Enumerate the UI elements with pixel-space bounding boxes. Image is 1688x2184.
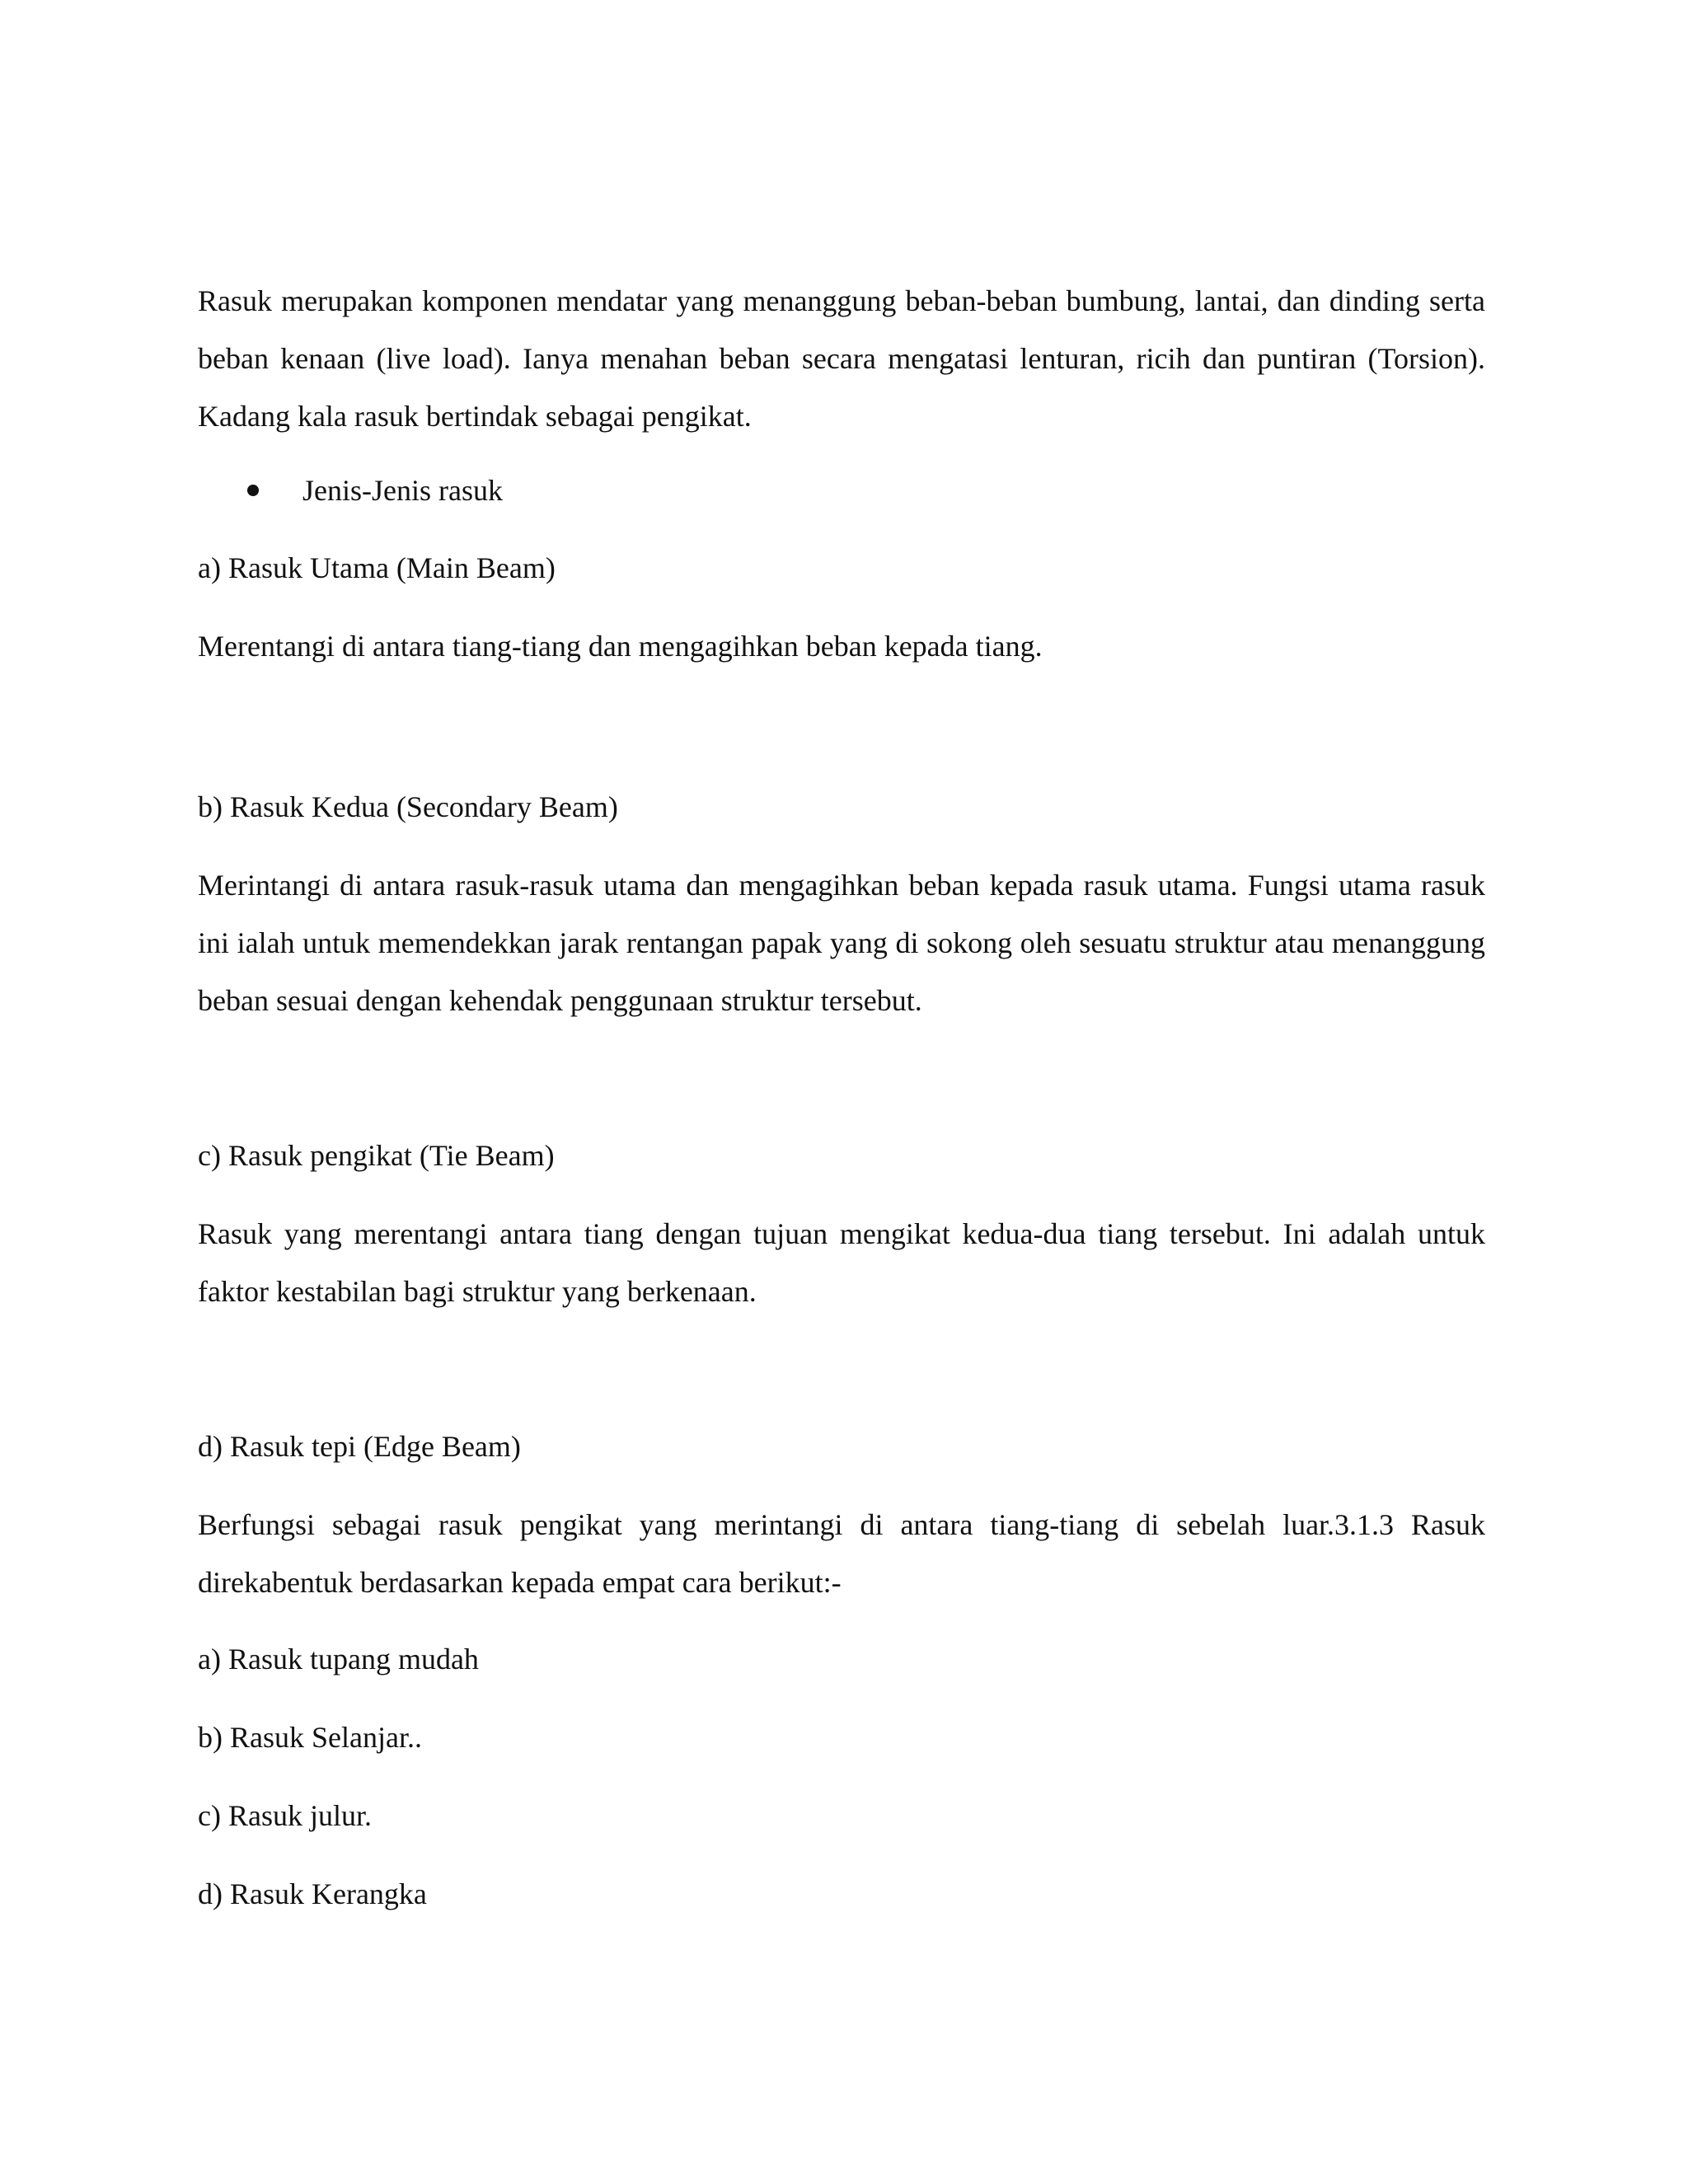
section-heading-secondary-beam: b) Rasuk Kedua (Secondary Beam)	[198, 790, 618, 823]
section-body-secondary-beam: Merintangi di antara rasuk-rasuk utama dan mengagihkan beban kepada rasuk utama. Fungsi utama rasuk ini ialah untuk memendekkan jarak rentangan papak yang di sokong oleh sesuatu struktur atau menanggung beban sesuai dengan kehendak penggunaan struktur tersebut.	[198, 869, 1485, 1017]
intro-paragraph: Rasuk merupakan komponen mendatar yang menanggung beban-beban bumbung, lantai, dan dinding serta beban kenaan (live load). Ianya menahan beban secara mengatasi lenturan, ricih dan puntiran (Torsion). Kadang kala rasuk bertindak sebagai pengikat.	[198, 284, 1485, 433]
bullet-heading-label: Jenis-Jenis rasuk	[302, 474, 503, 507]
method-item-simply-supported: a) Rasuk tupang mudah	[198, 1643, 479, 1675]
section-heading-edge-beam: d) Rasuk tepi (Edge Beam)	[198, 1430, 521, 1463]
section-body-edge-beam: Berfungsi sebagai rasuk pengikat yang merintangi di antara tiang-tiang di sebelah luar.3.1.3 Rasuk direkabentuk berdasarkan kepada empat cara berikut:-	[198, 1508, 1485, 1599]
method-item-frame: d) Rasuk Kerangka	[198, 1877, 427, 1910]
section-heading-main-beam: a) Rasuk Utama (Main Beam)	[198, 551, 556, 584]
bullet-item-types-of-beams	[247, 462, 503, 519]
section-body-main-beam: Merentangi di antara tiang-tiang dan mengagihkan beban kepada tiang.	[198, 630, 1043, 663]
method-item-cantilever: c) Rasuk julur.	[198, 1799, 372, 1832]
section-heading-tie-beam: c) Rasuk pengikat (Tie Beam)	[198, 1139, 555, 1172]
bullet-icon	[247, 485, 259, 496]
section-body-tie-beam: Rasuk yang merentangi antara tiang dengan tujuan mengikat kedua-dua tiang tersebut. Ini adalah untuk faktor kestabilan bagi struktur yang berkenaan.	[198, 1217, 1485, 1308]
method-item-continuous: b) Rasuk Selanjar..	[198, 1721, 422, 1754]
